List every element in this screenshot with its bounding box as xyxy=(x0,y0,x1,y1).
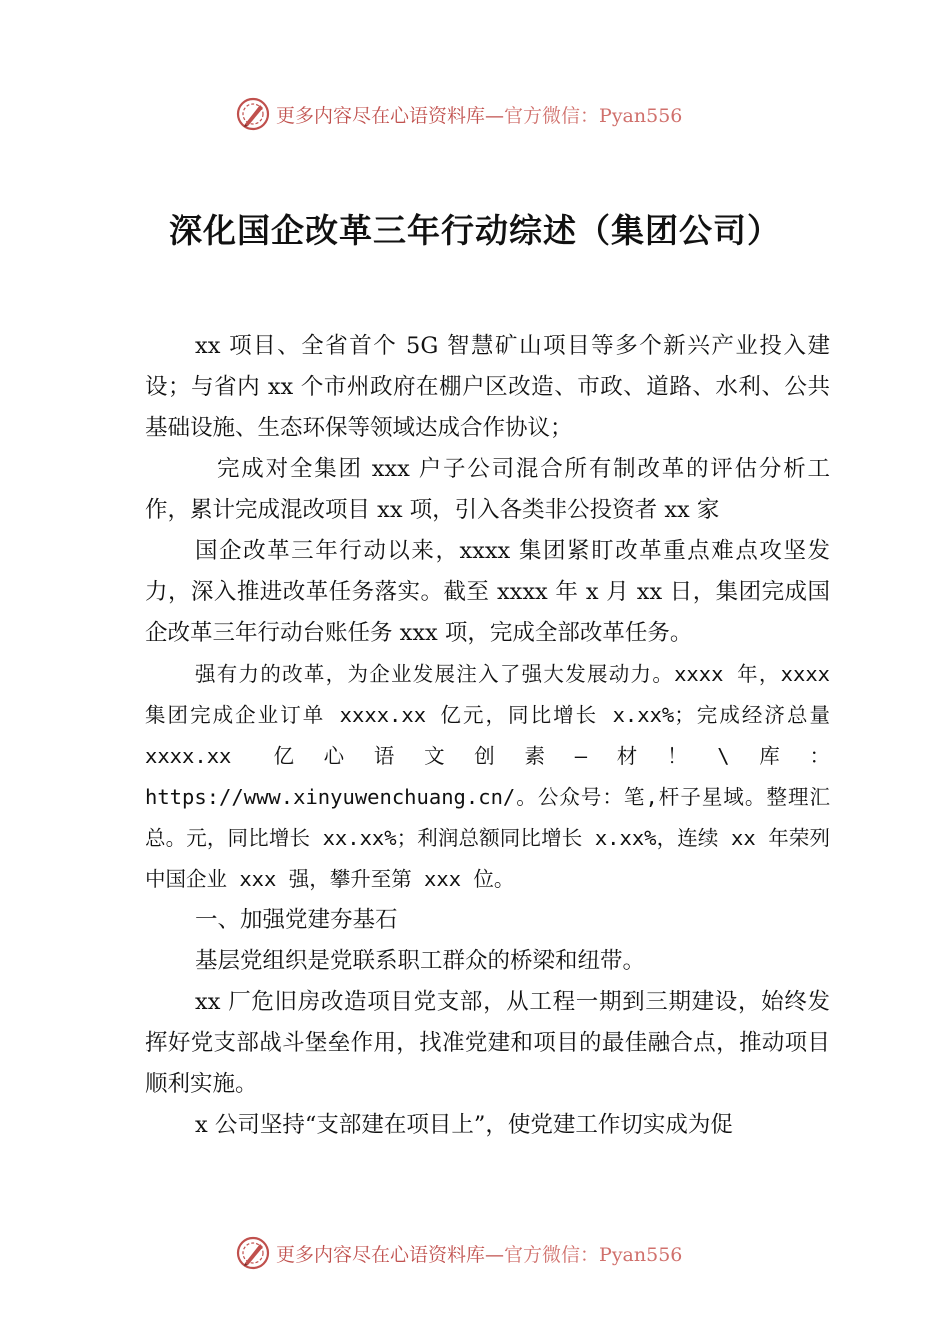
header-banner-sep: — xyxy=(485,104,505,127)
footer-banner-sep: — xyxy=(485,1243,505,1266)
header-banner-wechat-id: Pyan556 xyxy=(599,104,683,127)
paragraph-7: x 公司坚持“支部建在项目上”，使党建工作切实成为促 xyxy=(195,1112,733,1138)
footer-banner-text xyxy=(276,1240,682,1267)
paragraph-5: 基层党组织是党联系职工群众的桥梁和纽带。 xyxy=(195,948,646,974)
header-banner-wechat-label: 官方微信： xyxy=(504,104,600,127)
header-banner[interactable] xyxy=(236,96,756,132)
header-banner-text xyxy=(276,101,682,128)
document-body xyxy=(145,326,830,1146)
paragraph-3: 国企改革三年行动以来，xxxx 集团紧盯改革重点难点攻坚发力，深入推进改革任务落实。截至 xxxx 年 x 月 xx 日，集团完成国企改革三年行动台账任务 xxx 项，完成全部改革任务。 xyxy=(145,538,830,646)
pen-logo-icon xyxy=(236,1236,270,1270)
footer-banner[interactable] xyxy=(236,1235,756,1271)
pen-logo-icon xyxy=(236,97,270,131)
paragraph-6: xx 厂危旧房改造项目党支部，从工程一期到三期建设，始终发挥好党支部战斗堡垒作用，找准党建和项目的最佳融合点，推动项目顺利实施。 xyxy=(145,989,830,1097)
footer-banner-wechat-label: 官方微信： xyxy=(504,1243,600,1266)
section-heading-1: 一、加强党建夯基石 xyxy=(195,907,398,933)
header-banner-main: 更多内容尽在心语资料库 xyxy=(276,104,486,127)
paragraph-2: 完成对全集团 xxx 户子公司混合所有制改革的评估分析工作，累计完成混改项目 xx 项，引入各类非公投资者 xx 家 xyxy=(145,456,830,523)
paragraph-1: xx 项目、全省首个 5G 智慧矿山项目等多个新兴产业投入建设；与省内 xx 个市州政府在棚户区改造、市政、道路、水利、公共基础设施、生态环保等领域达成合作协议； xyxy=(145,333,830,441)
document-title: 深化国企改革三年行动综述（集团公司） xyxy=(169,211,781,250)
paragraph-4: 强有力的改革，为企业发展注入了强大发展动力。xxxx 年，xxxx 集团完成企业订单 xxxx.xx 亿元，同比增长 x.xx%；完成经济总量 xxxx.xx 亿心语文创素—材！\库：https://www.xinyuwenchuang.cn/。公众号：笔,杆子星域。整理汇总。元，同比增长 xx.xx%；利润总额同比增长 x.xx%，连续 xx 年荣列中国企业 xxx 强，攀升至第 xxx 位。 xyxy=(145,662,830,891)
footer-banner-main: 更多内容尽在心语资料库 xyxy=(276,1243,486,1266)
footer-banner-wechat-id: Pyan556 xyxy=(599,1243,683,1266)
